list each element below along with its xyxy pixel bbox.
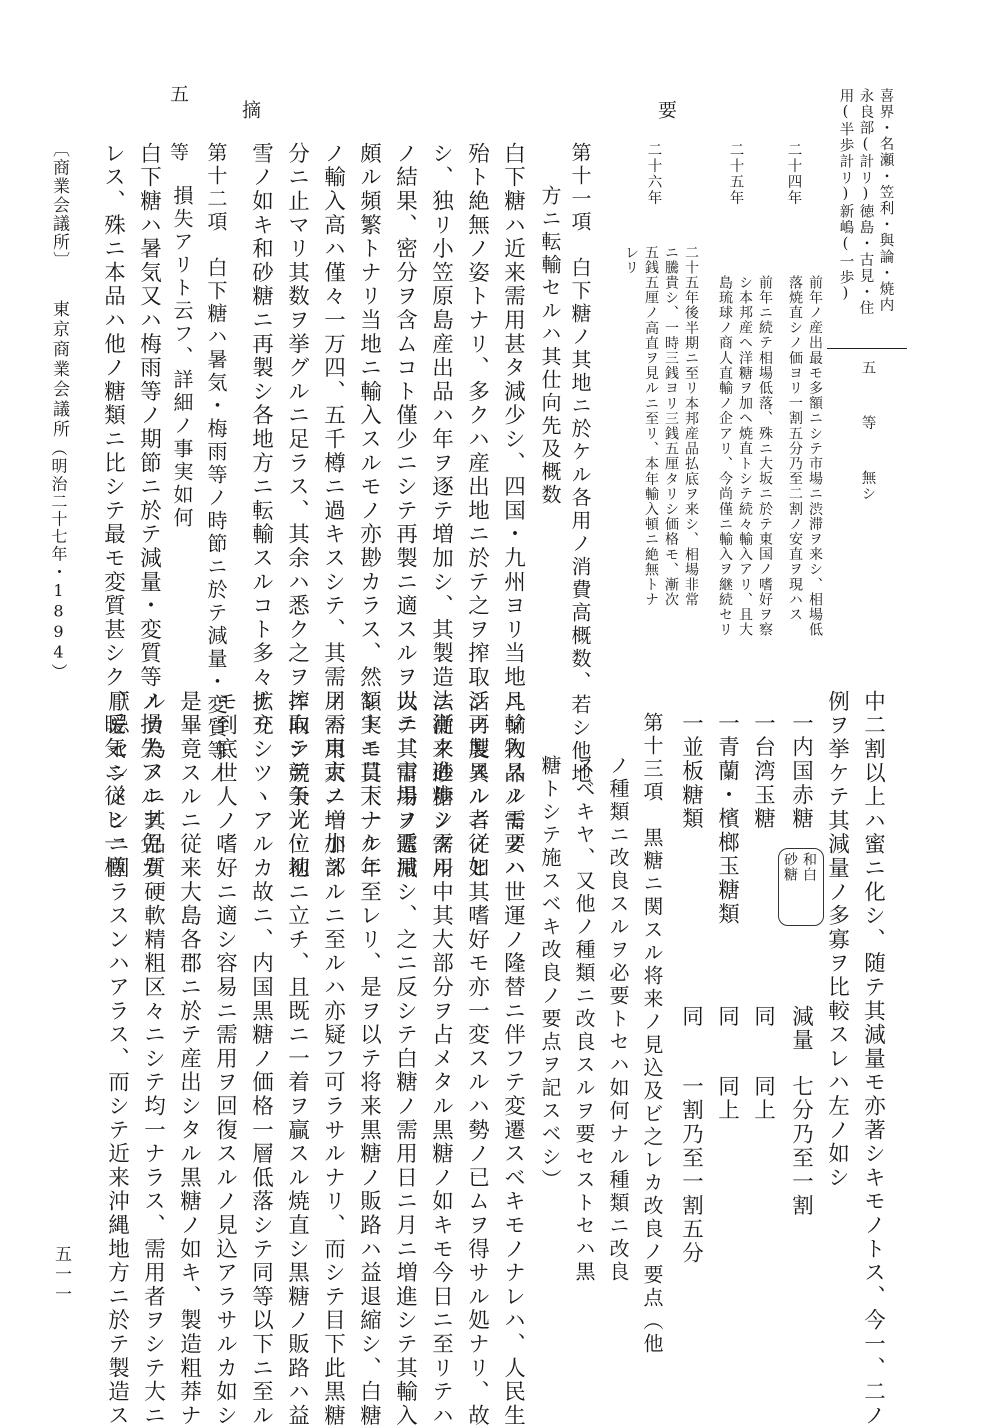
sugar-row-k2: 同上 — [714, 1075, 740, 1123]
footer-date: （明治二十七年・1894） — [49, 440, 68, 681]
sugar-note-a: 和白 — [801, 852, 817, 883]
item12-line: 白下糖ハ暑気又ハ梅雨等ノ期節ニ於テ減量・変質等ノ損失アルヲ免カ — [136, 142, 162, 880]
item13-line: モ到底世人ノ嗜好ニ適シ容易ニ需用ヲ回復スルノ見込アラサルカ如シ — [212, 690, 238, 1428]
year26-line: 二十五年後半期ニ至リ本邦産品払底ヲ来シ、相場非常 — [683, 245, 699, 608]
grade-header-2 — [168, 142, 187, 162]
item11-line: シ、独リ小笠原島産出品ハ年ヲ逐テ増加シ、其製造法漸ク進歩シタル — [428, 142, 454, 880]
item13-line: 是畢竟スルニ従来大島各郡ニ於テ産出シタル黒糖ノ如キ、製造粗莽ナ — [176, 690, 202, 1428]
places-rule — [827, 348, 907, 349]
continued-line: 中二割以上ハ蜜ニ化シ、随テ其減量モ亦著シキモノトス、今一、二ノ — [860, 690, 886, 1428]
item13-line: 活ノ度異ルニ従ヒ其嗜好モ亦一変スルハ勢ノ已ムヲ得サル処ナリ、故 — [464, 690, 490, 1428]
year25-line: シ本邦産ヘ洋糖ヲ加ヘ焼直トシテ続々輸入アリ、且大 — [737, 275, 753, 638]
sugar-note-b: 砂糖 — [782, 852, 798, 883]
item13-line: 拡充シツヽアルカ故ニ、内国黒糖ノ価格一層低落シテ同等以下ニ至ル — [248, 690, 274, 1428]
year26-line: レリ — [623, 245, 639, 276]
item11-line: 頗ル頻繁トナリ当地ニ輸入スルモノ亦尠カラス、然レトモ目下一ケ年 — [356, 142, 382, 880]
item11-line: ノ結果、密分ヲ含ムコト僅少ニシテ再製ニ適スルヲ以テ、市場ノ需用 — [392, 142, 418, 880]
year25-line: 島琉球ノ商人直輸ノ企アリ、今尚僅ニ輸入ヲ継続セリ — [717, 275, 733, 638]
places-line-3: 用(半歩計リ)新嶋(一歩) — [837, 88, 854, 304]
item11-heading: 第十一項 白下糖ノ其地ニ於ケル各用ノ消費高概数、若シ他地 — [568, 142, 592, 786]
item11-line: 殆ト絶無ノ姿トナリ、多クハ産出地ニ於テ之ヲ搾取シ再製スル者ノ如 — [464, 142, 490, 880]
grade-value-rank: 等 — [859, 415, 876, 432]
page-number: 五一一 — [51, 1245, 71, 1305]
item12-line: レス、殊ニ本品ハ他ノ糖類ニ比シテ最モ変質甚シク、暖気ニ従ヒ一樽 — [100, 142, 126, 880]
year24-line: 落焼直シノ価ヨリ一割五分乃至二割ノ安直ヲ現ハス — [787, 275, 803, 623]
sugar-row-k1: 同 — [750, 1005, 776, 1029]
year25-line: 前年ニ続テ相場低落、殊ニ大坂ニ於テ東国ノ嗜好ヲ察 — [757, 275, 773, 638]
item13-heading-3: スベキヤ、又他ノ種類ニ改良スルヲ要セストセハ黒 — [572, 755, 596, 1284]
continued-line: 例ヲ挙ケテ其減量ノ多寡ヲ比較スレハ左ノ如シ — [824, 690, 850, 1190]
summary-label: 摘 — [239, 100, 261, 120]
places-line-2: 永良部(計リ)徳島・古見・住 — [857, 88, 874, 317]
sugar-row-name: 一並板糖類 — [678, 712, 704, 831]
year24-line: 前年ノ産出最モ多額ニシテ市場ニ渋滞ヲ来シ、相場低 — [807, 275, 823, 638]
grade-value-5: 五 — [859, 360, 876, 377]
sugar-row-k2: 七分乃至一割 — [788, 1075, 814, 1218]
item13-line: 凡ソ物品ノ需要ハ世運ノ隆替ニ伴フテ変遷スベキモノナレハ、人民生 — [500, 690, 526, 1428]
item13-heading: 第十三項 黒糖ニ関スル将来ノ見込及ビ之レカ改良ノ要点（他 — [640, 712, 664, 1356]
item13-line: 厭忌セシメシニ因ラスンハアラス、而シテ近来沖縄地方ニ於テ製造ス — [104, 690, 130, 1428]
item13-line: ルカ為メニ其品質硬軟精粗区々ニシテ均一ナラス、需用者ヲシテ大ニ — [140, 690, 166, 1428]
grade-header-char: 五 — [167, 84, 189, 103]
grade-value-none: 無シ — [859, 470, 876, 503]
sugar-row-name: 一内国赤糖 — [788, 712, 814, 831]
item12-heading: 第十二項 白下糖ハ暑気・梅雨等ノ時節ニ於テ減量・変質等ノ — [204, 142, 228, 786]
item11-heading-2: 方ニ転輸セルハ其仕向先及概数 — [538, 185, 562, 507]
year26-line: ニ騰貴シ、一時三銭ヨリ三銭五厘タリシ価格モ、漸次 — [663, 245, 679, 608]
item13-line: 額実ニ莫大ナルニ至レリ、是ヲ以テ将来黒糖ノ販路ハ益退縮シ、白糖 — [356, 690, 382, 1428]
item12-heading-2: 損失アリト云フ、詳細ノ事実如何 — [170, 185, 194, 530]
year26-label: 二十六年 — [645, 142, 662, 207]
sugar-row-name: 一青蘭・檳榔玉糖類 — [714, 712, 740, 927]
footer-source: 〔商業会議所〕 — [49, 140, 69, 271]
item11-line: 雪ノ如キ和砂糖ニ再製シ各地方ニ転輸スルコト多々ナリ — [248, 142, 274, 737]
item13-heading-4: 糖トシテ施スベキ改良ノ要点ヲ記スベシ） — [538, 755, 562, 1192]
sugar-row-k1: 減量 — [788, 1005, 814, 1053]
item13-line: ノ需用大ニ増加スルニ至ルハ亦疑フ可ラサルナリ、而シテ目下此黒糖 — [320, 690, 346, 1428]
footer-publisher: 東京商業会議所 — [49, 300, 69, 440]
year26-line: 五銭五厘ノ高直ヲ見ルニ至リ、本年輸入頓ニ絶無トナ — [643, 245, 659, 608]
year24-label: 二十四年 — [785, 142, 802, 207]
sugar-row-k1: 同 — [714, 1005, 740, 1029]
item13-line: ニ向テ競争ノ位地ニ立チ、且既ニ一着ヲ贏スル焼直シ黒糖ノ販路ハ益 — [284, 690, 310, 1428]
item13-line: 大ニ其需用ヲ遞減シ、之ニ反シテ白糖ノ需用日ニ月ニ増進シテ其輸入 — [392, 690, 418, 1428]
item11-line: 分ニ止マリ其数ヲ挙グルニ足ラス、其余ハ悉ク之ヲ搾取シテ天光・初 — [284, 142, 310, 880]
sugar-row-k1: 同 — [678, 1005, 704, 1029]
grade-header-char-2: 等 — [167, 142, 189, 162]
item11-line: 白下糖ハ近来需用甚タ減少シ、四国・九州ヨリ当地ニ輸入スルモノハ — [500, 142, 526, 880]
essential-label: 要 — [655, 100, 677, 120]
places-line-1: 喜界・名瀬・笠利・與論・焼内 — [877, 88, 894, 314]
sugar-row-name: 一台湾玉糖 — [750, 712, 776, 831]
item13-line: ニ従来砂糖ノ需用中其大部分ヲ占メタル黒糖ノ如キモ今日ニ至リテハ — [428, 690, 454, 1428]
item13-heading-2: ノ種類ニ改良スルヲ必要トセハ如何ナル種類ニ改良 — [606, 755, 630, 1284]
sugar-row-k2: 同上 — [750, 1075, 776, 1123]
year25-label: 二十五年 — [727, 142, 744, 207]
item11-line: ノ輸入高ハ僅々一万四、五千樽ニ過キスシテ、其需用ハ東京ノ一小部 — [320, 142, 346, 880]
grade-header — [168, 84, 187, 103]
sugar-row-k2: 一割乃至一割五分 — [678, 1075, 704, 1266]
